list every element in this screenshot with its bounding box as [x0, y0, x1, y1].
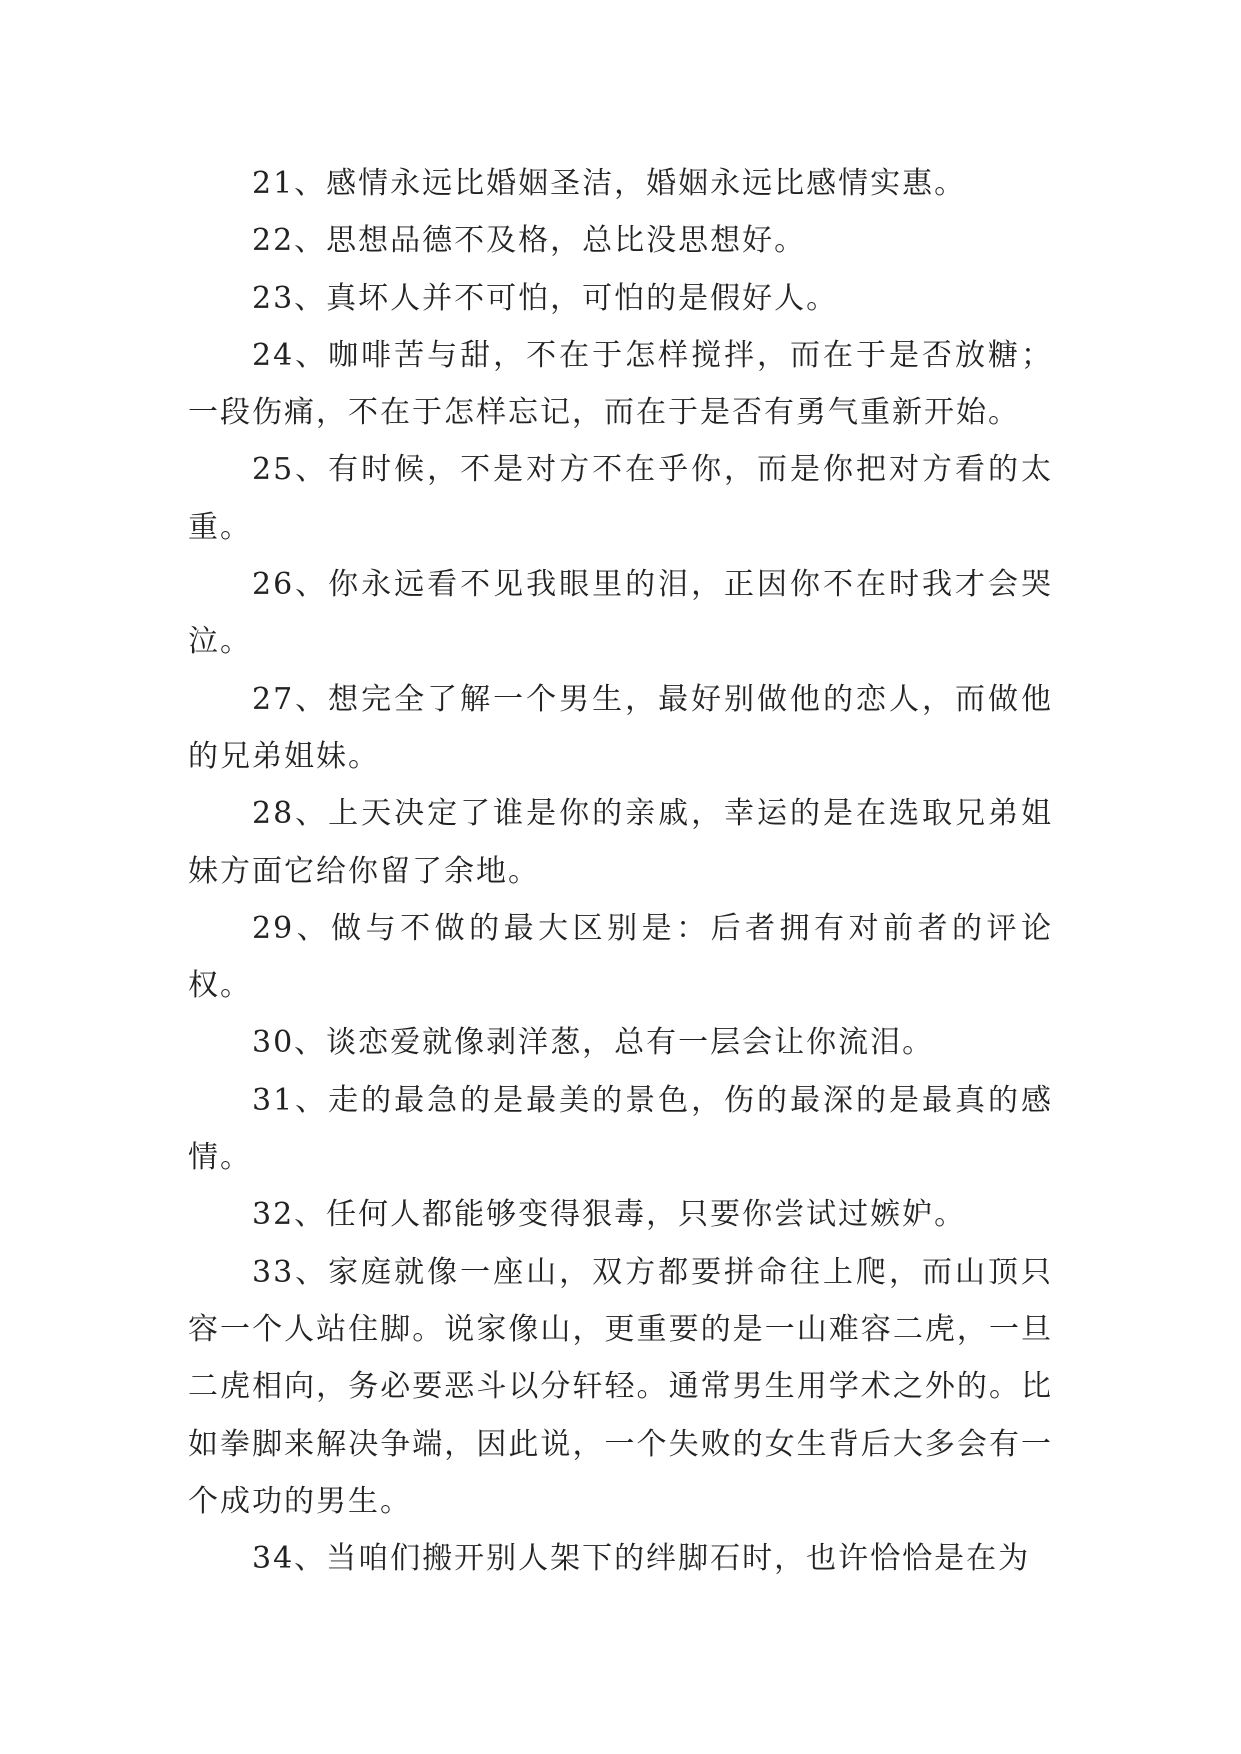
paragraph-26: 26、你永远看不见我眼里的泪，正因你不在时我才会哭泣。 — [188, 567, 1053, 660]
paragraph-22: 22、思想品德不及格，总比没思想好。 — [252, 223, 807, 259]
paragraph-29: 29、做与不做的最大区别是：后者拥有对前者的评论权。 — [188, 910, 1053, 1004]
paragraph-31: 31、走的最急的是最美的景色，伤的最深的是最真的感情。 — [188, 1082, 1053, 1176]
paragraph-21: 21、感情永远比婚姻圣洁，婚姻永远比感情实惠。 — [252, 166, 967, 201]
paragraph-23: 23、真坏人并不可怕，可怕的是假好人。 — [252, 280, 839, 316]
paragraph-32: 32、任何人都能够变得狠毒，只要你尝试过嫉妒。 — [252, 1197, 967, 1233]
paragraph-25: 25、有时候，不是对方不在乎你，而是你把对方看的太重。 — [188, 452, 1053, 545]
paragraph-34: 34、当咱们搬开别人架下的绊脚石时，也许恰恰是在为 — [252, 1541, 1031, 1577]
paragraph-24: 24、咖啡苦与甜，不在于怎样搅拌，而在于是否放糖；一段伤痛，不在于怎样忘记，而在于是否有勇气重新开始。 — [188, 337, 1053, 431]
paragraph-28: 28、上天决定了谁是你的亲戚，幸运的是在选取兄弟姐妹方面它给你留了余地。 — [188, 796, 1053, 889]
document-body — [188, 155, 1053, 1587]
paragraph-33: 33、家庭就像一座山，双方都要拼命往上爬，而山顶只容一个人站住脚。说家像山，更重要的是一山难容二虎，一旦二虎相向，务必要恶斗以分轩轻。通常男生用学术之外的。比如拳脚来解决争端，因此说，一个失败的女生背后大多会有一个成功的男生。 — [188, 1254, 1053, 1519]
paragraph-27: 27、想完全了解一个男生，最好别做他的恋人，而做他的兄弟姐妹。 — [188, 681, 1053, 774]
paragraph-30: 30、谈恋爱就像剥洋葱，总有一层会让你流泪。 — [252, 1025, 935, 1061]
